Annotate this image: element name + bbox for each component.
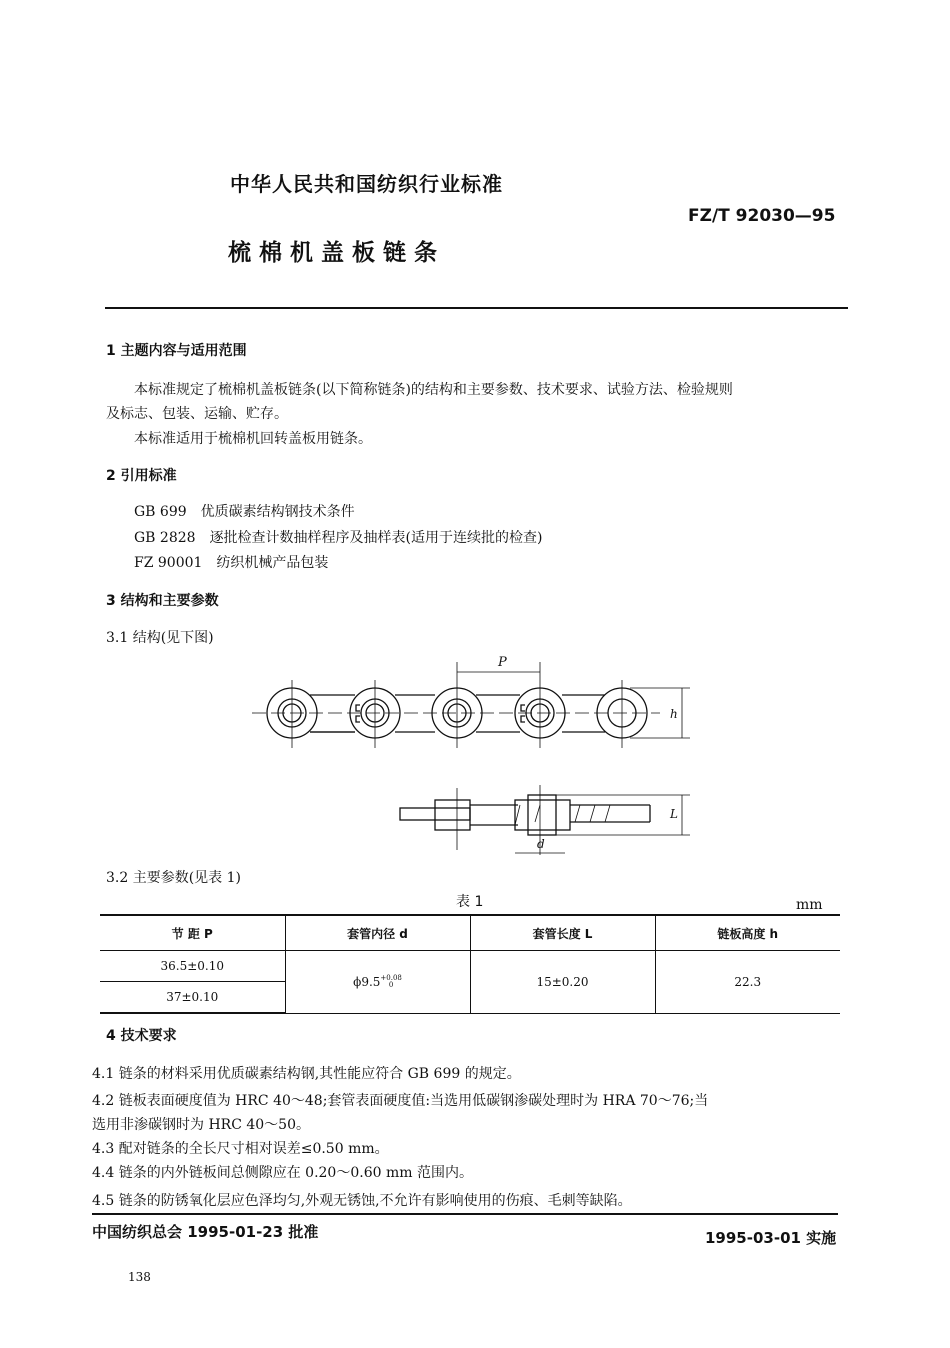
section-1-scope: 本标准适用于梳棉机回转盖板用链条。: [134, 431, 372, 447]
requirement-4-3: 4.3 配对链条的全长尺寸相对误差≤0.50 mm。: [92, 1141, 389, 1157]
footer-rule: [92, 1213, 838, 1215]
length-label: L: [670, 807, 678, 821]
section-4-heading: 4 技术要求: [106, 1028, 177, 1044]
inner-diameter-value: [285, 951, 470, 1014]
requirement-4-2-cont: 选用非渗碳钢时为 HRC 40～50。: [92, 1117, 310, 1133]
table-unit: mm: [796, 897, 823, 913]
height-label: h: [670, 707, 678, 721]
table-row: [100, 951, 840, 982]
section-3-2: 3.2 主要参数(见表 1): [106, 870, 241, 886]
reference-title: 逐批检查计数抽样程序及抽样表(适用于连续批的检查): [209, 530, 543, 546]
org-title: 中华人民共和国纺织行业标准: [230, 172, 503, 196]
header-pitch: 节 距 P: [100, 915, 285, 951]
section-1-paragraph: 本标准规定了梳棉机盖板链条(以下简称链条)的结构和主要参数、技术要求、试验方法、检验规则: [134, 382, 733, 398]
section-2-heading: 2 引用标准: [106, 468, 177, 484]
reference-code: GB 699: [134, 504, 187, 520]
header-rule: [105, 307, 848, 309]
approval-date: 中国纺织总会 1995-01-23 批准: [92, 1223, 319, 1241]
section-3-1: 3.1 结构(见下图): [106, 630, 214, 646]
tolerance-lower: 0: [388, 980, 394, 989]
requirement-4-1: 4.1 链条的材料采用优质碳素结构钢,其性能应符合 GB 699 的规定。: [92, 1066, 521, 1082]
diameter-label: d: [537, 837, 545, 851]
tolerance-upper: +0.08: [380, 973, 402, 982]
chain-structure-figure: [250, 650, 700, 860]
inner-diameter-nominal: ϕ9.5: [353, 974, 381, 989]
requirement-4-4: 4.4 链条的内外链板间总侧隙应在 0.20～0.60 mm 范围内。: [92, 1165, 473, 1181]
effective-date: 1995-03-01 实施: [705, 1229, 837, 1247]
reference-item: [134, 501, 355, 521]
plate-height-value: 22.3: [655, 951, 840, 1014]
pitch-value: 37±0.10: [100, 982, 285, 1014]
reference-title: 优质碳素结构钢技术条件: [200, 504, 355, 520]
reference-item: [134, 552, 328, 572]
pitch-value: 36.5±0.10: [100, 951, 285, 982]
section-1-paragraph-cont: 及标志、包装、运输、贮存。: [106, 406, 288, 422]
requirement-4-5: 4.5 链条的防锈氧化层应色泽均匀,外观无锈蚀,不允许有影响使用的伤痕、毛刺等缺陷。: [92, 1193, 632, 1209]
reference-code: FZ 90001: [134, 555, 203, 571]
header-inner-diameter: 套管内径 d: [285, 915, 470, 951]
document-title: 梳 棉 机 盖 板 链 条: [228, 240, 438, 266]
page-number: 138: [128, 1270, 151, 1284]
chain-side-view: [252, 662, 690, 748]
parameters-table: [100, 914, 840, 1014]
section-1-heading: 1 主题内容与适用范围: [106, 343, 247, 359]
table-header-row: [100, 915, 840, 951]
standard-code: FZ/T 92030—95: [688, 206, 836, 226]
reference-title: 纺织机械产品包装: [216, 555, 329, 571]
header-plate-height: 链板高度 h: [655, 915, 840, 951]
pitch-label: P: [498, 655, 507, 670]
reference-code: GB 2828: [134, 530, 196, 546]
requirement-4-2: 4.2 链板表面硬度值为 HRC 40～48;套管表面硬度值:当选用低碳钢渗碳处理时为 HRA 70～76;当: [92, 1093, 709, 1109]
header-sleeve-length: 套管长度 L: [470, 915, 655, 951]
sleeve-length-value: 15±0.20: [470, 951, 655, 1014]
table-caption: 表 1: [456, 894, 484, 910]
chain-section-view: [400, 785, 690, 855]
section-3-heading: 3 结构和主要参数: [106, 593, 219, 609]
reference-item: [134, 527, 543, 547]
